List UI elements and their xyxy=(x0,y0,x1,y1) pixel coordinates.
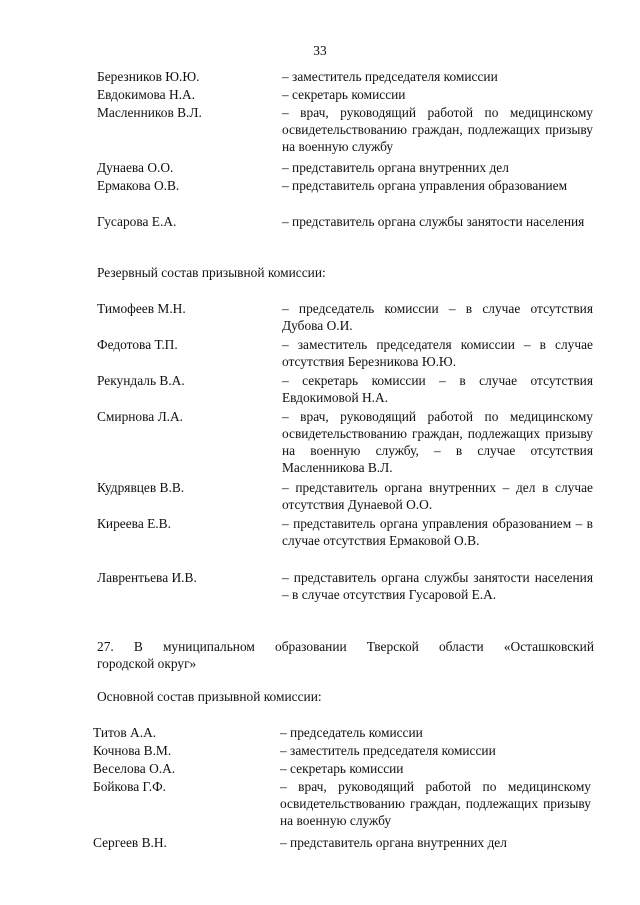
member-role: – представитель органа управления образованием xyxy=(282,178,568,193)
member-name: Дунаева О.О. xyxy=(97,160,174,175)
member-role: – представитель органа службы занятости населения xyxy=(282,214,585,229)
member-role: – секретарь комиссии – в случае отсутствия Евдокимовой Н.А. xyxy=(282,373,593,405)
member-role: – представитель органа внутренних – дел в случае отсутствия Дунаевой О.О. xyxy=(282,480,593,512)
member-name: Веселова О.А. xyxy=(93,761,176,776)
member-name: Рекундаль В.А. xyxy=(97,373,185,388)
member-name: Евдокимова Н.А. xyxy=(97,87,195,102)
member-role: – председатель комиссии – в случае отсутствия Дубова О.И. xyxy=(282,301,593,333)
member-role: – представитель органа внутренних дел xyxy=(282,160,509,175)
member-role: – врач, руководящий работой по медицинскому освидетельствованию граждан, подлежащих призыву на военную службу, – в случае отсутствия Масленникова В.Л. xyxy=(282,409,593,475)
member-name: Кочнова В.М. xyxy=(93,743,172,758)
member-name: Кудрявцев В.В. xyxy=(97,480,185,495)
member-name: Ермакова О.В. xyxy=(97,178,180,193)
member-name: Киреева Е.В. xyxy=(97,516,171,531)
member-name: Бойкова Г.Ф. xyxy=(93,779,167,794)
member-name: Гусарова Е.А. xyxy=(97,214,177,229)
main-heading: Основной состав призывной комиссии: xyxy=(97,689,322,704)
page-number: 33 xyxy=(313,43,327,58)
member-name: Березников Ю.Ю. xyxy=(97,69,200,84)
member-role: – представитель органа управления образованием – в случае отсутствия Ермаковой О.В. xyxy=(282,516,593,548)
member-name: Смирнова Л.А. xyxy=(97,409,184,424)
member-role: – представитель органа службы занятости населения – в случае отсутствия Гусаровой Е.А. xyxy=(282,570,593,602)
member-role: – секретарь комиссии xyxy=(280,761,404,776)
member-name: Тимофеев М.Н. xyxy=(97,301,186,316)
member-role: – заместитель председателя комиссии – в случае отсутствия Березникова Ю.Ю. xyxy=(282,337,593,369)
member-name: Лаврентьева И.В. xyxy=(97,570,197,585)
section-27-line-1: 27. В муниципальном образовании Тверской области «Осташковский xyxy=(97,639,594,654)
section-27-line-2: городской округ» xyxy=(97,656,197,671)
member-role: – секретарь комиссии xyxy=(282,87,406,102)
member-name: Титов А.А. xyxy=(93,725,157,740)
section-27-title xyxy=(97,638,594,672)
member-role: – врач, руководящий работой по медицинскому освидетельствованию граждан, подлежащих призыву на военную службу xyxy=(280,779,591,828)
reserve-heading: Резервный состав призывной комиссии: xyxy=(97,265,326,280)
member-role: – заместитель председателя комиссии xyxy=(280,743,496,758)
member-name: Федотова Т.П. xyxy=(97,337,178,352)
member-name: Сергеев В.Н. xyxy=(93,835,167,850)
member-name: Масленников В.Л. xyxy=(97,105,202,120)
member-role: – председатель комиссии xyxy=(280,725,423,740)
member-role: – заместитель председателя комиссии xyxy=(282,69,498,84)
member-role: – представитель органа внутренних дел xyxy=(280,835,507,850)
member-role: – врач, руководящий работой по медицинскому освидетельствованию граждан, подлежащих призыву на военную службу xyxy=(282,105,593,154)
